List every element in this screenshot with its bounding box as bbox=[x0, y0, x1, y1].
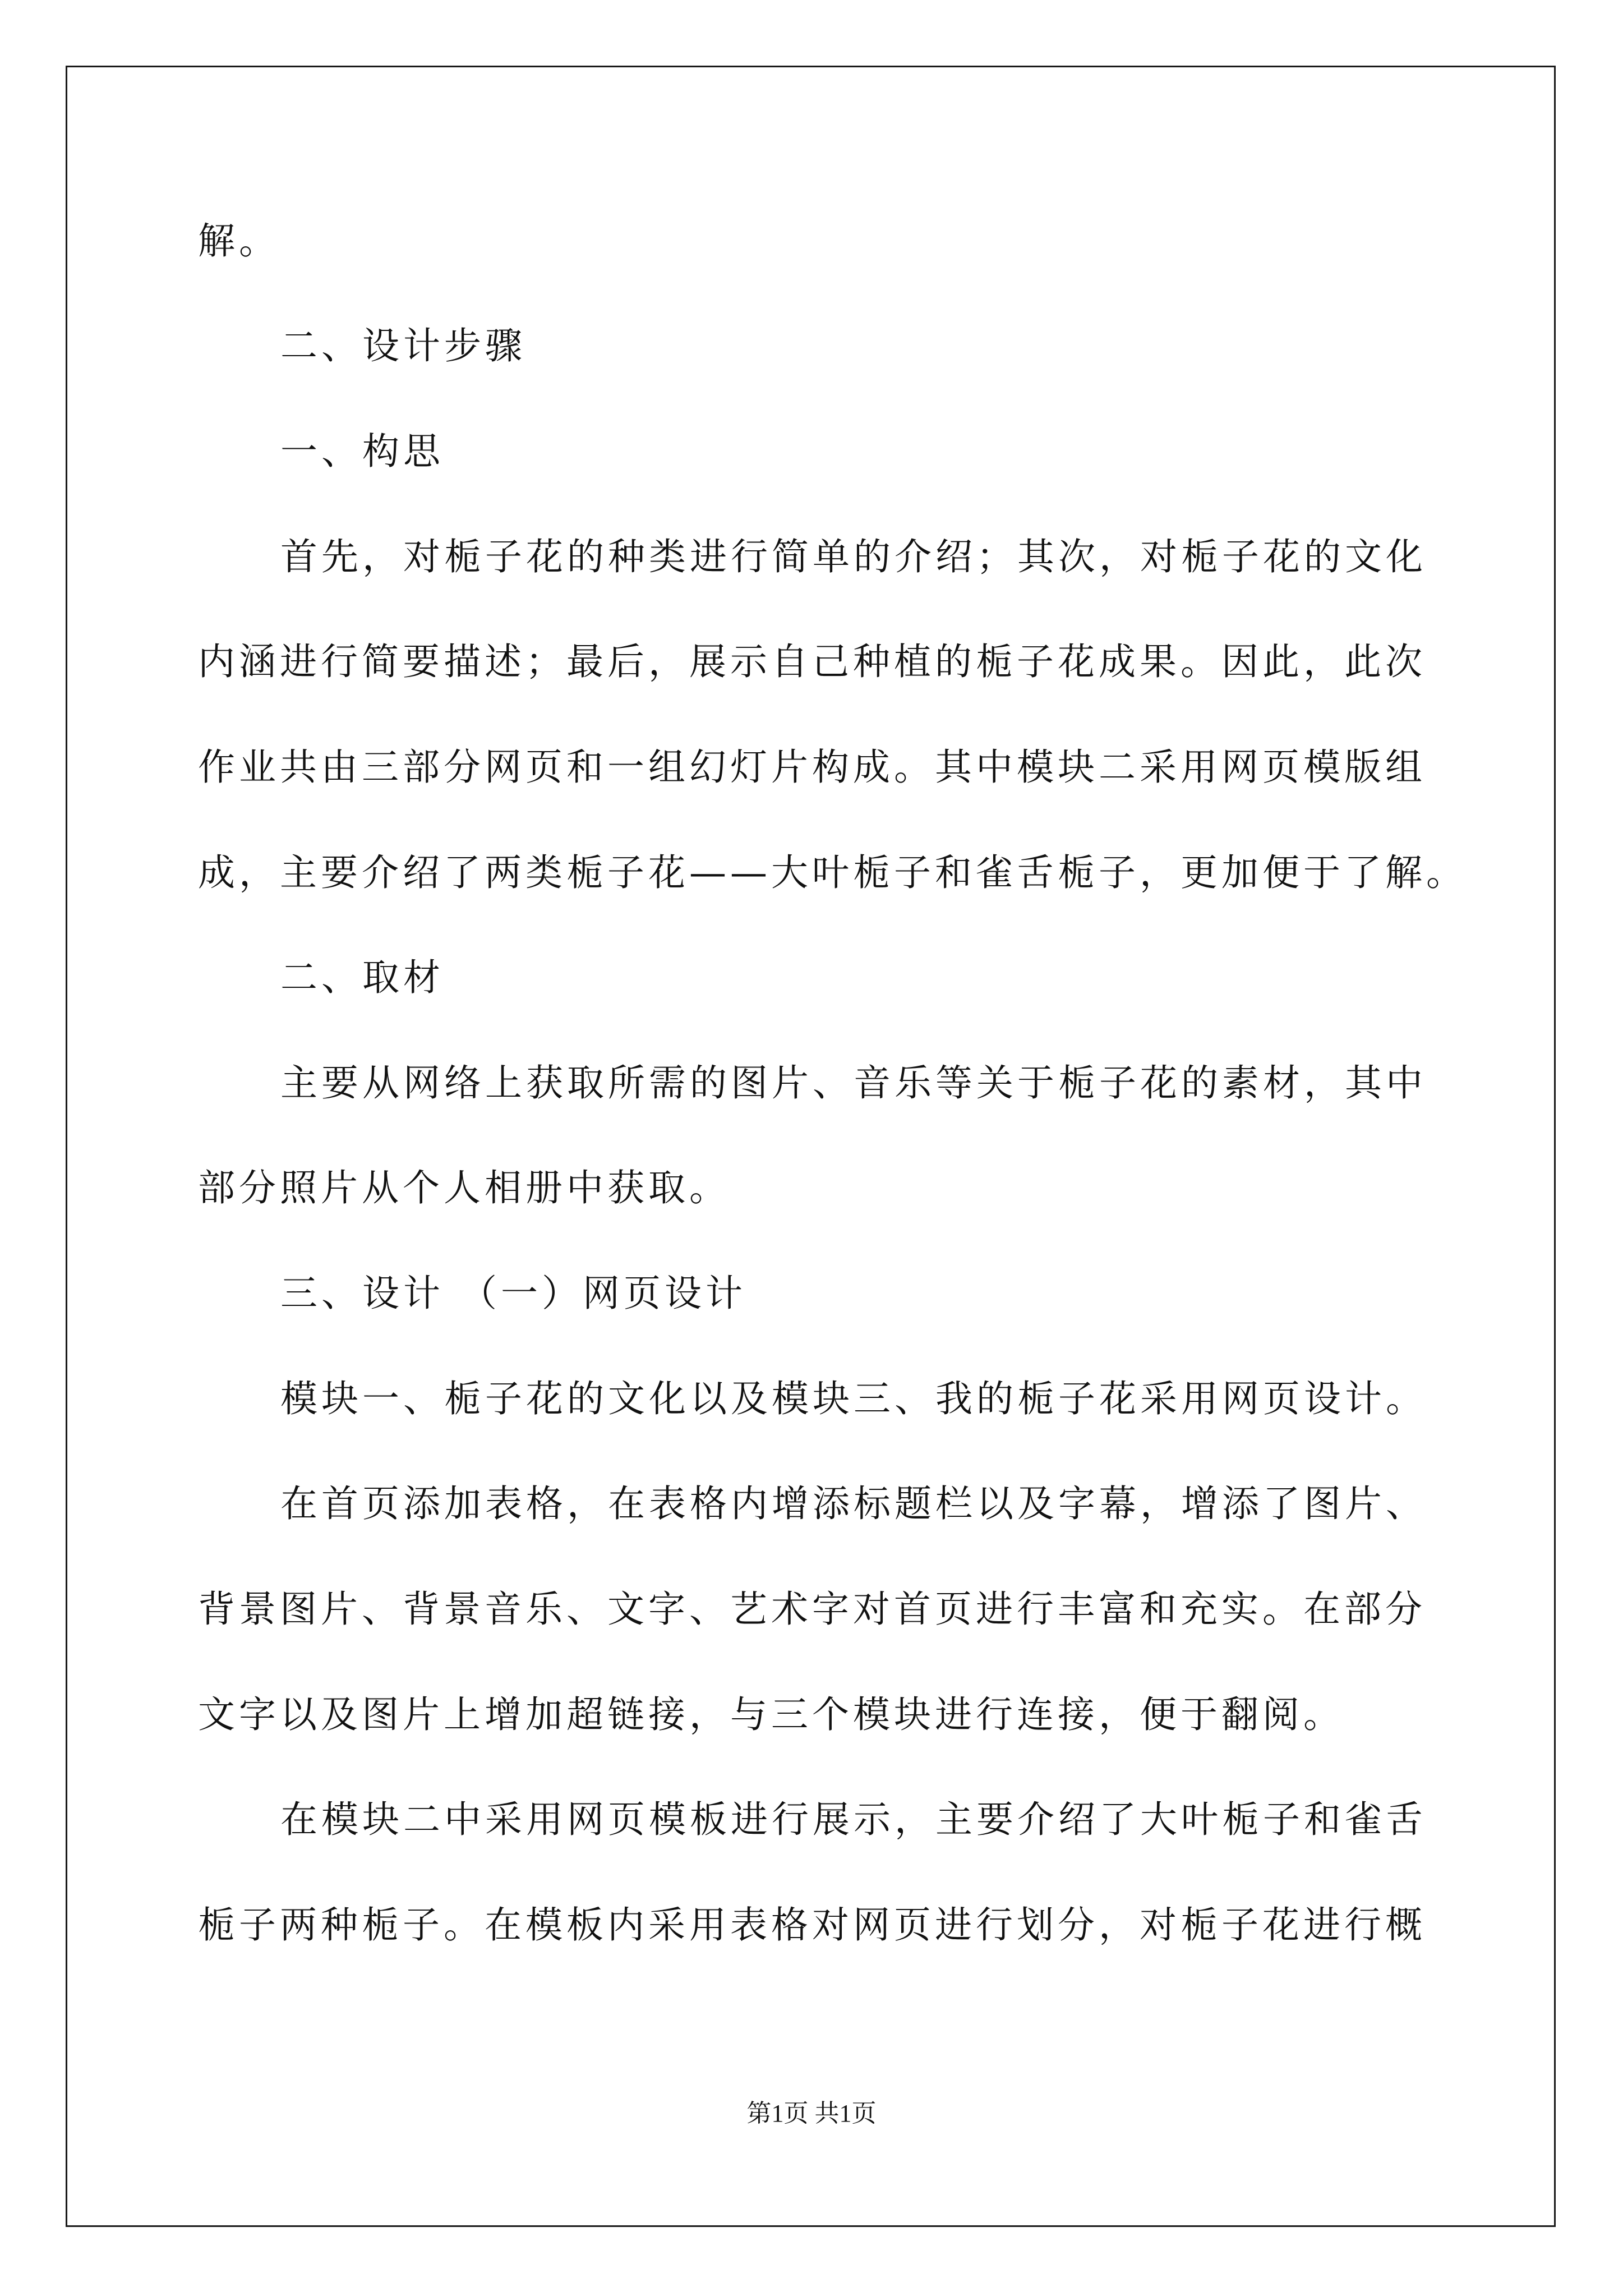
paragraph-line: 背景图片、背景音乐、文字、艺术字对首页进行丰富和充实。在部分 bbox=[198, 1588, 1426, 1631]
subsection-heading: 二、取材 bbox=[280, 956, 444, 999]
paragraph-line: 部分照片从个人相册中获取。 bbox=[198, 1166, 730, 1209]
paragraph-line: 首先，对栀子花的种类进行简单的介绍；其次，对栀子花的文化 bbox=[280, 535, 1427, 578]
paragraph-line: 内涵进行简要描述；最后，展示自己种植的栀子花成果。因此，此次 bbox=[198, 640, 1426, 683]
section-heading: 二、设计步骤 bbox=[280, 324, 526, 367]
paragraph-line: 在模块二中采用网页模板进行展示，主要介绍了大叶栀子和雀舌 bbox=[280, 1798, 1427, 1841]
paragraph-line: 主要从网络上获取所需的图片、音乐等关于栀子花的素材，其中 bbox=[280, 1061, 1427, 1105]
subsection-heading: 一、构思 bbox=[280, 430, 444, 473]
subsection-heading: 三、设计 （一）网页设计 bbox=[280, 1272, 746, 1315]
text-line: 解。 bbox=[198, 219, 280, 263]
paragraph-line: 文字以及图片上增加超链接，与三个模块进行连接，便于翻阅。 bbox=[198, 1693, 1344, 1736]
page-footer: 第1页 共1页 bbox=[746, 2100, 877, 2127]
paragraph-line: 成，主要介绍了两类栀子花——大叶栀子和雀舌栀子，更加便于了解。 bbox=[198, 851, 1467, 894]
paragraph-line: 栀子两种栀子。在模板内采用表格对网页进行划分，对栀子花进行概 bbox=[198, 1903, 1426, 1947]
paragraph-line: 模块一、栀子花的文化以及模块三、我的栀子花采用网页设计。 bbox=[280, 1377, 1427, 1420]
paragraph-line: 在首页添加表格，在表格内增添标题栏以及字幕，增添了图片、 bbox=[280, 1482, 1427, 1525]
paragraph-line: 作业共由三部分网页和一组幻灯片构成。其中模块二采用网页模版组 bbox=[198, 746, 1426, 789]
